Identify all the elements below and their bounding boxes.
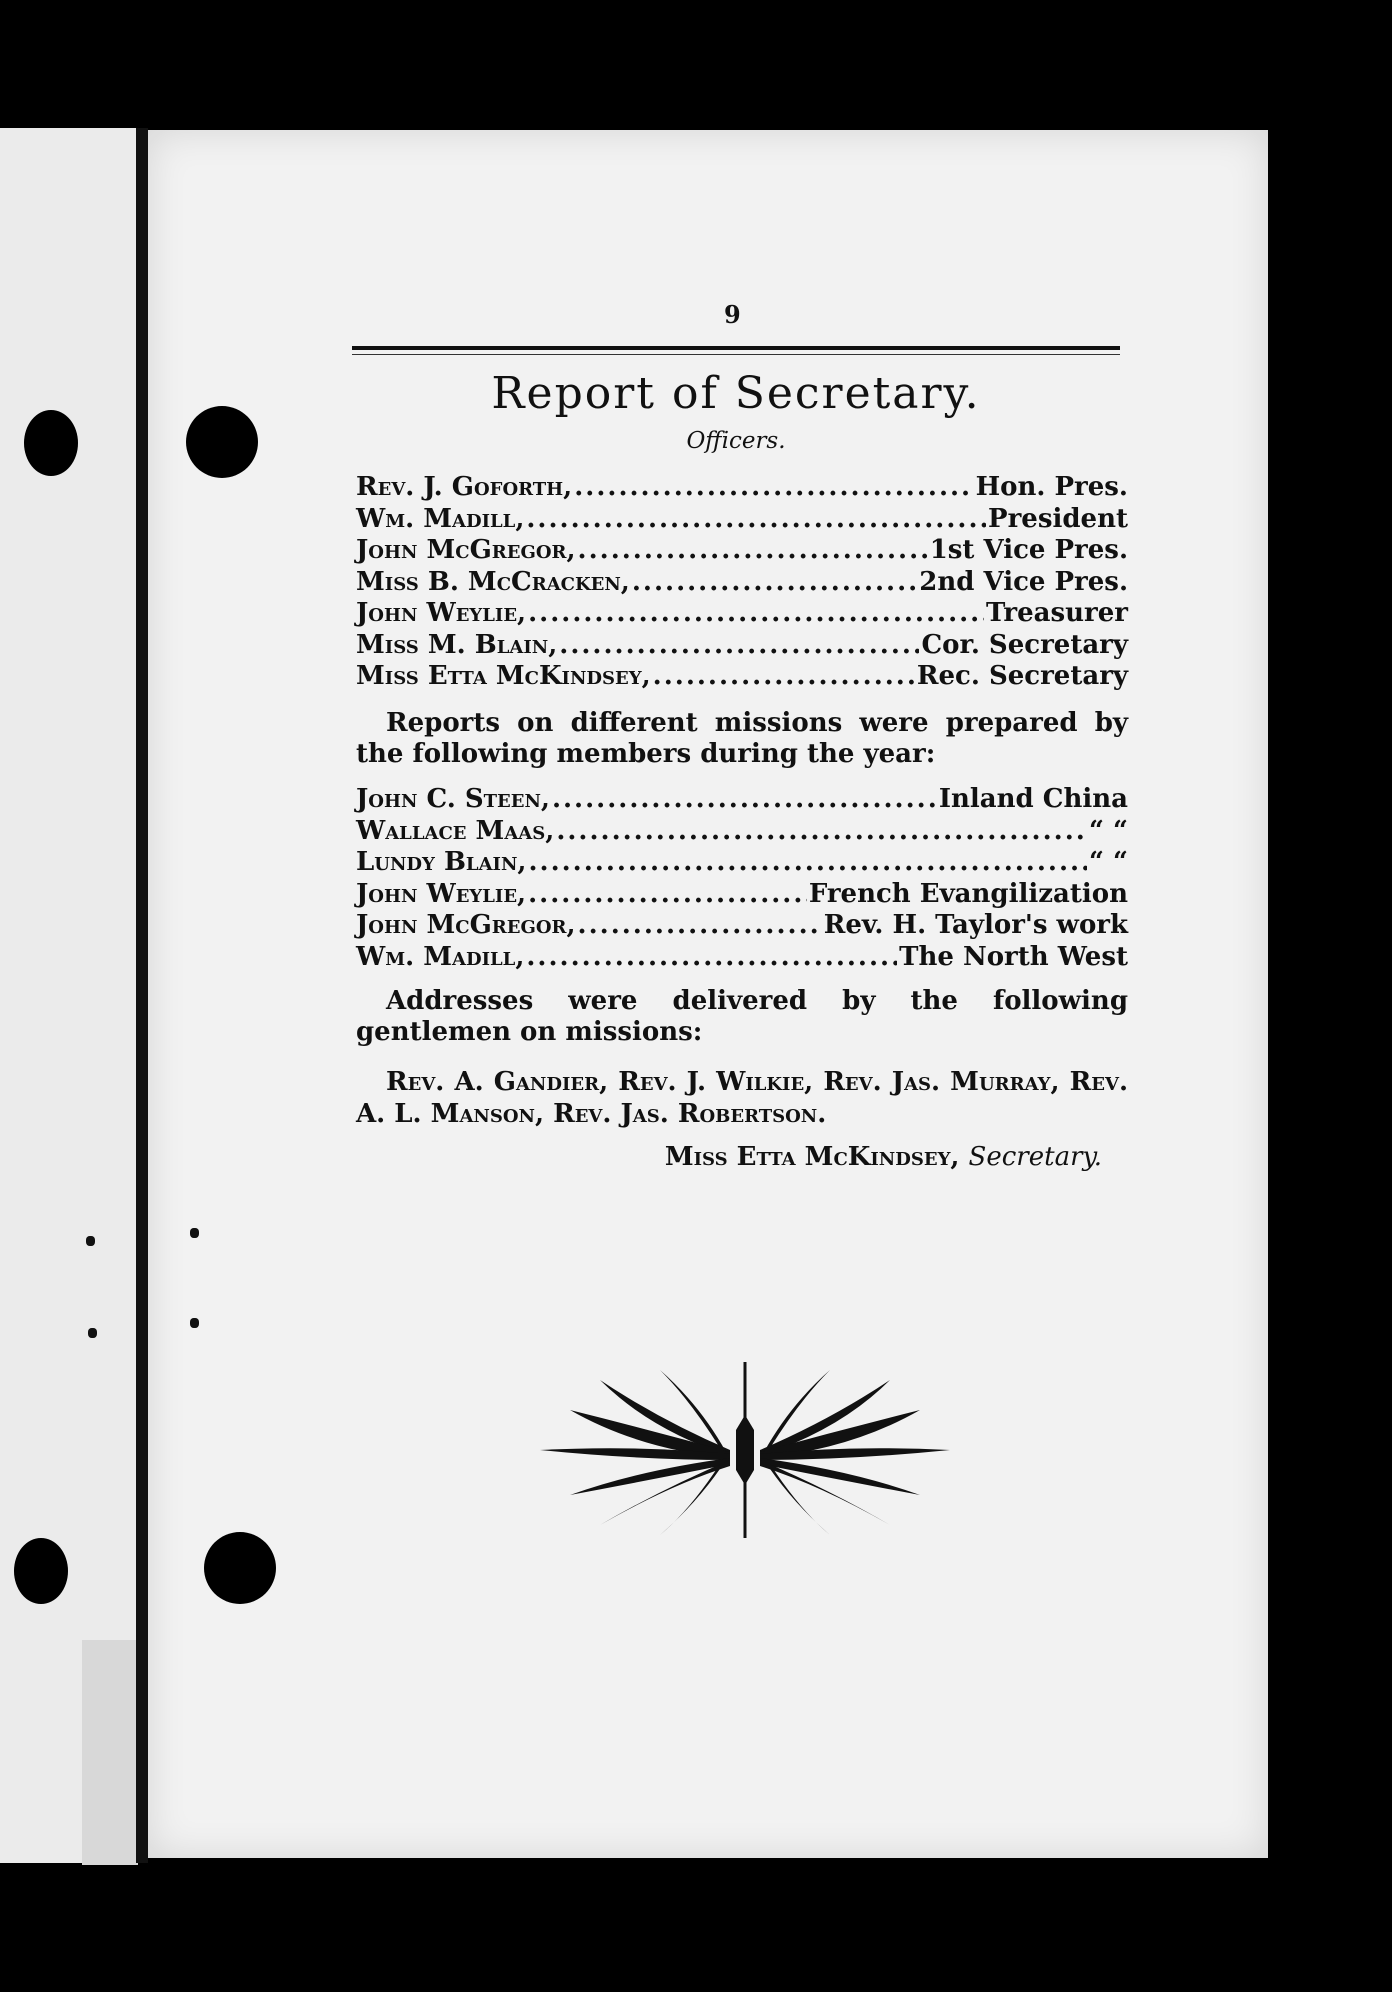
- leader-dots: [578, 910, 822, 940]
- addresses-intro: [356, 986, 1128, 1048]
- member-name: Wm. Madill,: [356, 941, 525, 972]
- ink-speck: [88, 1328, 97, 1338]
- mission-name: Inland China: [938, 784, 1128, 814]
- ink-speck: [86, 1236, 95, 1246]
- speakers-list: [356, 1066, 1128, 1130]
- officer-name: John McGregor,: [356, 535, 576, 565]
- officer-name: Rev. J. Goforth,: [356, 472, 573, 502]
- officer-row: [356, 504, 1128, 536]
- officer-name: Wm. Madill,: [356, 503, 525, 534]
- officer-row: [356, 567, 1128, 599]
- member-name: Wallace Maas,: [356, 815, 555, 846]
- officer-role: 1st Vice Pres.: [929, 535, 1128, 565]
- mission-name: Rev. H. Taylor's work: [823, 910, 1128, 940]
- member-name: Lundy Blain,: [356, 847, 527, 877]
- leader-dots: [528, 598, 984, 628]
- signature: [356, 1142, 1102, 1172]
- report-row: [356, 879, 1128, 911]
- mission-name: “ “: [1089, 847, 1128, 877]
- reports-intro: [356, 708, 1128, 770]
- signature-name: Miss Etta McKindsey,: [664, 1142, 960, 1172]
- member-name: John Weylie,: [356, 878, 527, 909]
- decorative-ornament: [540, 1360, 950, 1540]
- binding-hole: [186, 406, 258, 478]
- page-title: Report of Secretary.: [491, 368, 981, 419]
- adjacent-page-fold: [82, 1640, 138, 1865]
- mission-name: French Evangilization: [808, 878, 1128, 909]
- officer-row: [356, 630, 1128, 662]
- officers-list: [356, 472, 1128, 693]
- officer-name: Miss M. Blain,: [356, 629, 558, 660]
- page-number: 9: [724, 300, 741, 329]
- report-row: [356, 784, 1128, 816]
- addresses-intro-text: Addresses were delivered by the following gentlemen on missions:: [356, 986, 1128, 1047]
- report-row: [356, 942, 1128, 974]
- speakers-text: Rev. A. Gandier, Rev. J. Wilkie, Rev. Jas. Murray, Rev. A. L. Manson, Rev. Jas. Robertson.: [356, 1067, 1128, 1129]
- officer-role: Rec. Secretary: [916, 661, 1128, 691]
- officer-role: 2nd Vice Pres.: [919, 566, 1128, 597]
- binding-hole: [14, 1538, 68, 1604]
- leader-dots: [552, 784, 937, 814]
- leader-dots: [528, 847, 1087, 877]
- officer-role: Hon. Pres.: [975, 472, 1128, 502]
- reports-list: [356, 784, 1128, 973]
- header-rule-thin: [352, 354, 1120, 355]
- adjacent-page: [0, 128, 138, 1863]
- officer-name: John Weylie,: [356, 598, 527, 628]
- officer-row: [356, 598, 1128, 630]
- ink-speck: [190, 1318, 199, 1328]
- report-row: [356, 816, 1128, 848]
- leader-dots: [653, 661, 915, 691]
- officer-row: [356, 535, 1128, 567]
- signature-title: Secretary.: [968, 1142, 1102, 1172]
- report-row: [356, 847, 1128, 879]
- member-name: John C. Steen,: [356, 784, 550, 814]
- binding-hole: [24, 410, 78, 476]
- leader-dots: [632, 567, 917, 597]
- officer-name: Miss Etta McKindsey,: [356, 661, 651, 691]
- page-gutter: [136, 128, 148, 1863]
- member-name: John McGregor,: [356, 910, 576, 940]
- officer-role: Treasurer: [985, 598, 1128, 628]
- report-row: [356, 910, 1128, 942]
- leader-dots: [526, 942, 897, 972]
- officer-role: President: [988, 503, 1128, 534]
- reports-intro-text: Reports on different missions were prepared by the following members during the year:: [356, 708, 1128, 769]
- officer-role: Cor. Secretary: [921, 629, 1128, 660]
- binding-hole: [204, 1532, 276, 1604]
- leader-dots: [578, 535, 928, 565]
- mission-name: “ “: [1089, 815, 1128, 846]
- officer-row: [356, 661, 1128, 693]
- leader-dots: [559, 630, 919, 660]
- section-subtitle: Officers.: [686, 428, 786, 454]
- leader-dots: [574, 472, 973, 502]
- ink-speck: [190, 1228, 199, 1238]
- officer-name: Miss B. McCracken,: [356, 566, 630, 597]
- leader-dots: [556, 816, 1087, 846]
- leader-dots: [526, 504, 986, 534]
- mission-name: The North West: [899, 941, 1128, 972]
- officer-row: [356, 472, 1128, 504]
- header-rule: [352, 346, 1120, 350]
- leader-dots: [528, 879, 807, 909]
